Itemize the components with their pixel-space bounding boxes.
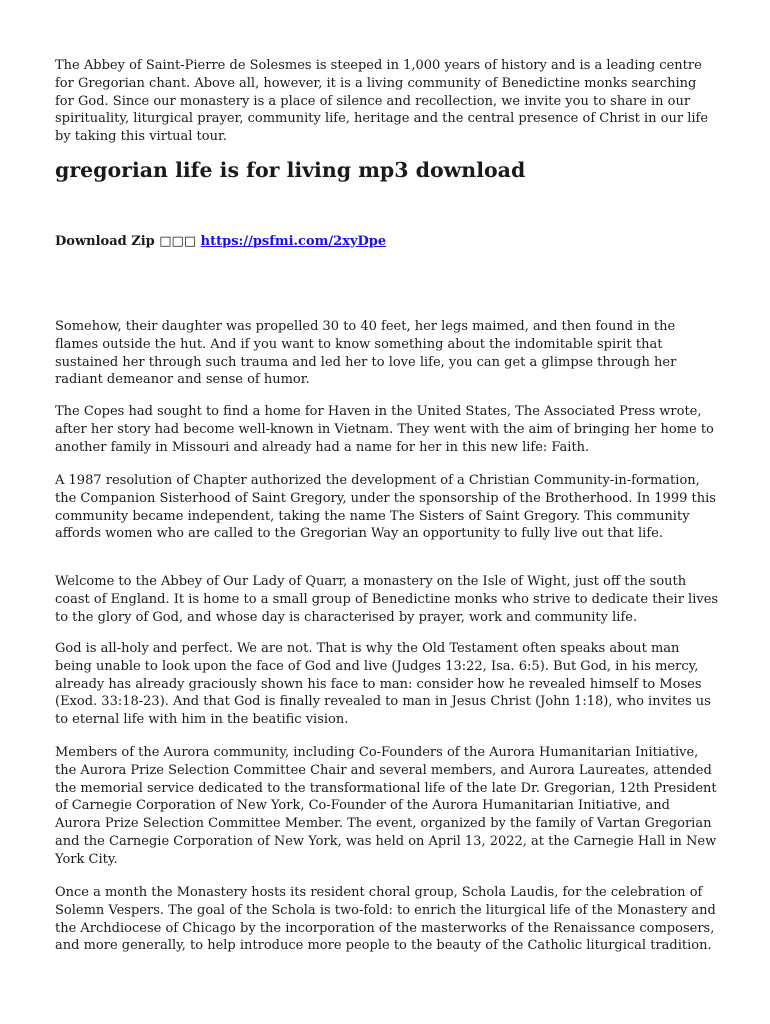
page-title: gregorian life is for living mp3 download (55, 158, 526, 182)
body-paragraph-3: A 1987 resolution of Chapter authorized the development of a Christian Community-in-formation, the Companion Sisterhood of Saint Gregory, under the sponsorship of the Brotherhood. In 1999 this community became independent, taking the name The Sisters of Saint Gregory. This community affords women who are called to the Gregorian Way an opportunity to fully live out that life. (55, 473, 716, 542)
intro-paragraph: The Abbey of Saint-Pierre de Solesmes is steeped in 1,000 years of history and is a leading centre for Gregorian chant. Above all, however, it is a living community of Benedictine monks searching for God. Since our monastery is a place of silence and recollection, we invite you to share in our spirituality, liturgical prayer, community life, heritage and the central presence of Christ in our life by taking this virtual tour. (55, 58, 709, 145)
body-paragraph-5: God is all-holy and perfect. We are not. That is why the Old Testament often speaks about man being unable to look upon the face of God and live (Judges 13:22, Isa. 6:5). But God, in his mercy, already has already graciously shown his face to man: consider how he revealed himself to Moses (Exod. 33:18-23). And that God is finally revealed to man in Jesus Christ (John 1:18), who invites us to eternal life with him in the beatific vision. (55, 641, 711, 728)
download-label: Download Zip □□□ (55, 234, 197, 249)
body-paragraph-1: Somehow, their daughter was propelled 30 to 40 feet, her legs maimed, and then found in the flames outside the hut. And if you want to know something about the indomitable spirit that sustained her through such trauma and led her to love life, you can get a glimpse through her radiant demeanor and sense of humor. (55, 319, 677, 388)
download-link[interactable]: https://psfmi.com/2xyDpe (200, 234, 387, 249)
download-line (55, 234, 386, 249)
body-paragraph-7: Once a month the Monastery hosts its resident choral group, Schola Laudis, for the celebration of Solemn Vespers. The goal of the Schola is two-fold: to enrich the liturgical life of the Monastery and the Archdiocese of Chicago by the incorporation of the masterworks of the Renaissance composers, and more generally, to help introduce more people to the beauty of the Catholic liturgical tradition. (55, 885, 716, 954)
body-paragraph-6: Members of the Aurora community, including Co-Founders of the Aurora Humanitarian Initiative, the Aurora Prize Selection Committee Chair and several members, and Aurora Laureates, attended the memorial service dedicated to the transformational life of the late Dr. Gregorian, 12th President of Carnegie Corporation of New York, Co-Founder of the Aurora Humanitarian Initiative, and Aurora Prize Selection Committee Member. The event, organized by the family of Vartan Gregorian and the Carnegie Corporation of New York, was held on April 13, 2022, at the Carnegie Hall in New York City. (55, 745, 717, 867)
body-paragraph-2: The Copes had sought to find a home for Haven in the United States, The Associated Press wrote, after her story had become well-known in Vietnam. They went with the aim of bringing her home to another family in Missouri and already had a name for her in this new life: Faith. (55, 404, 714, 455)
body-paragraph-4: Welcome to the Abbey of Our Lady of Quarr, a monastery on the Isle of Wight, just off the south coast of England. It is home to a small group of Benedictine monks who strive to dedicate their lives to the glory of God, and whose day is characterised by prayer, work and community life. (55, 574, 719, 625)
